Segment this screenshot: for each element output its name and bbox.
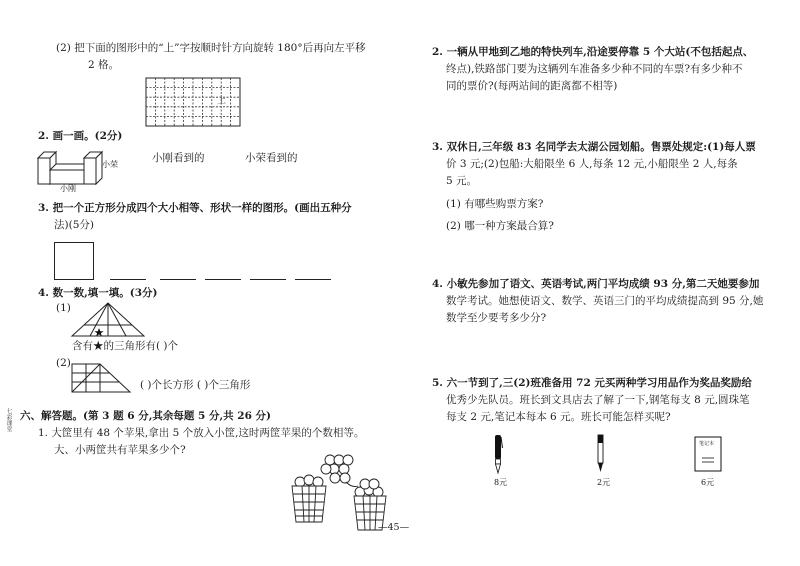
q1-part2-line2: 2 格。: [88, 59, 120, 71]
r-q5-line2: 优秀少先队员。班长到文具店去了解了一下,钢笔每支 8 元,圆珠笔: [446, 394, 750, 406]
q3-line2: 法)(5分): [54, 219, 94, 231]
r-q4-line2: 数学考试。她想使语文、数学、英语三门的平均成绩提高到 95 分,她: [446, 295, 764, 307]
answer-blank-5[interactable]: [295, 279, 331, 280]
r-q3-line1: 3. 双休日,三年级 83 名同学去太湖公园划船。售票处规定:(1)每人票: [432, 141, 756, 153]
q4-part1-text: 含有★的三角形有( )个: [72, 340, 179, 352]
page-number: —45—: [378, 522, 410, 533]
r-q3-line2: 价 3 元;(2)包船:大船限坐 6 人,每条 12 元,小船限坐 2 人,每条: [446, 158, 738, 170]
blocks-figure: [36, 148, 106, 186]
r-q2-line2: 终点),铁路部门要为这辆列车准备多少种不同的车票?有多少种不: [446, 63, 743, 75]
margin-text: 七彩课堂: [5, 408, 12, 432]
trapezoid-figure: [70, 362, 132, 394]
r-q3-line3: 5 元。: [446, 175, 478, 187]
q4-title: 4. 数一数,填一填。(3分): [38, 287, 158, 299]
pen-icon: [490, 434, 506, 474]
price-pen: 8元: [494, 478, 508, 487]
triangle-figure: [70, 302, 146, 338]
r-q2-line3: 同的票价?(每两站间的距离都不相等): [446, 80, 618, 92]
q4-part2-text: ( )个长方形 ( )个三角形: [140, 379, 251, 391]
price-notebook: 6元: [701, 478, 715, 487]
r-q5-line1: 5. 六一节到了,三(2)班准备用 72 元买两种学习用品作为奖品奖励给: [432, 377, 752, 389]
ballpoint-pen-icon: [592, 434, 608, 474]
q4-part2-label: (2): [56, 357, 71, 369]
s6q1-line2: 大、小两筐共有苹果多少个?: [54, 444, 186, 456]
notebook-label: 笔记本: [699, 441, 715, 447]
q2-title: 2. 画一画。(2分): [38, 130, 123, 142]
q3-line1: 3. 把一个正方形分成四个大小相等、形状一样的图形。(画出五种分: [38, 202, 352, 214]
section6-title: 六、解答题。(第 3 题 6 分,其余每题 5 分,共 26 分): [20, 410, 272, 422]
answer-blank-2[interactable]: [160, 279, 196, 280]
r-q4-line1: 4. 小敏先参加了语文、英语考试,两门平均成绩 93 分,第二天她要参加: [432, 278, 760, 290]
view-xiaogang: 小刚看到的: [152, 152, 205, 164]
label-xiaorong: 小荣: [102, 160, 118, 169]
r-q2-line1: 2. 一辆从甲地到乙地的特快列车,沿途要停靠 5 个大站(不包括起点、: [432, 46, 754, 58]
label-xiaogang: 小刚: [60, 184, 76, 193]
price-ballpen: 2元: [597, 478, 611, 487]
answer-blank-4[interactable]: [250, 279, 286, 280]
q4-part1-label: (1): [56, 302, 71, 314]
grid-char: 上: [217, 96, 227, 106]
q1-part2-line1: (2) 把下面的图形中的“上”字按顺时针方向旋转 180°后再向左平移: [56, 42, 366, 54]
r-q3-sub1: (1) 有哪些购票方案?: [446, 198, 544, 210]
r-q3-sub2: (2) 哪一种方案最合算?: [446, 220, 554, 232]
answer-blank-3[interactable]: [205, 279, 241, 280]
r-q4-line3: 数学至少要考多少分?: [446, 312, 547, 324]
square-figure: [54, 242, 94, 280]
s6q1-line1: 1. 大筐里有 48 个苹果,拿出 5 个放入小筐,这时两筐苹果的个数相等。: [38, 427, 365, 439]
r-q5-line3: 每支 2 元,笔记本每本 6 元。班长可能怎样买呢?: [446, 411, 671, 423]
answer-blank-1[interactable]: [110, 279, 146, 280]
view-xiaorong: 小荣看到的: [245, 152, 298, 164]
